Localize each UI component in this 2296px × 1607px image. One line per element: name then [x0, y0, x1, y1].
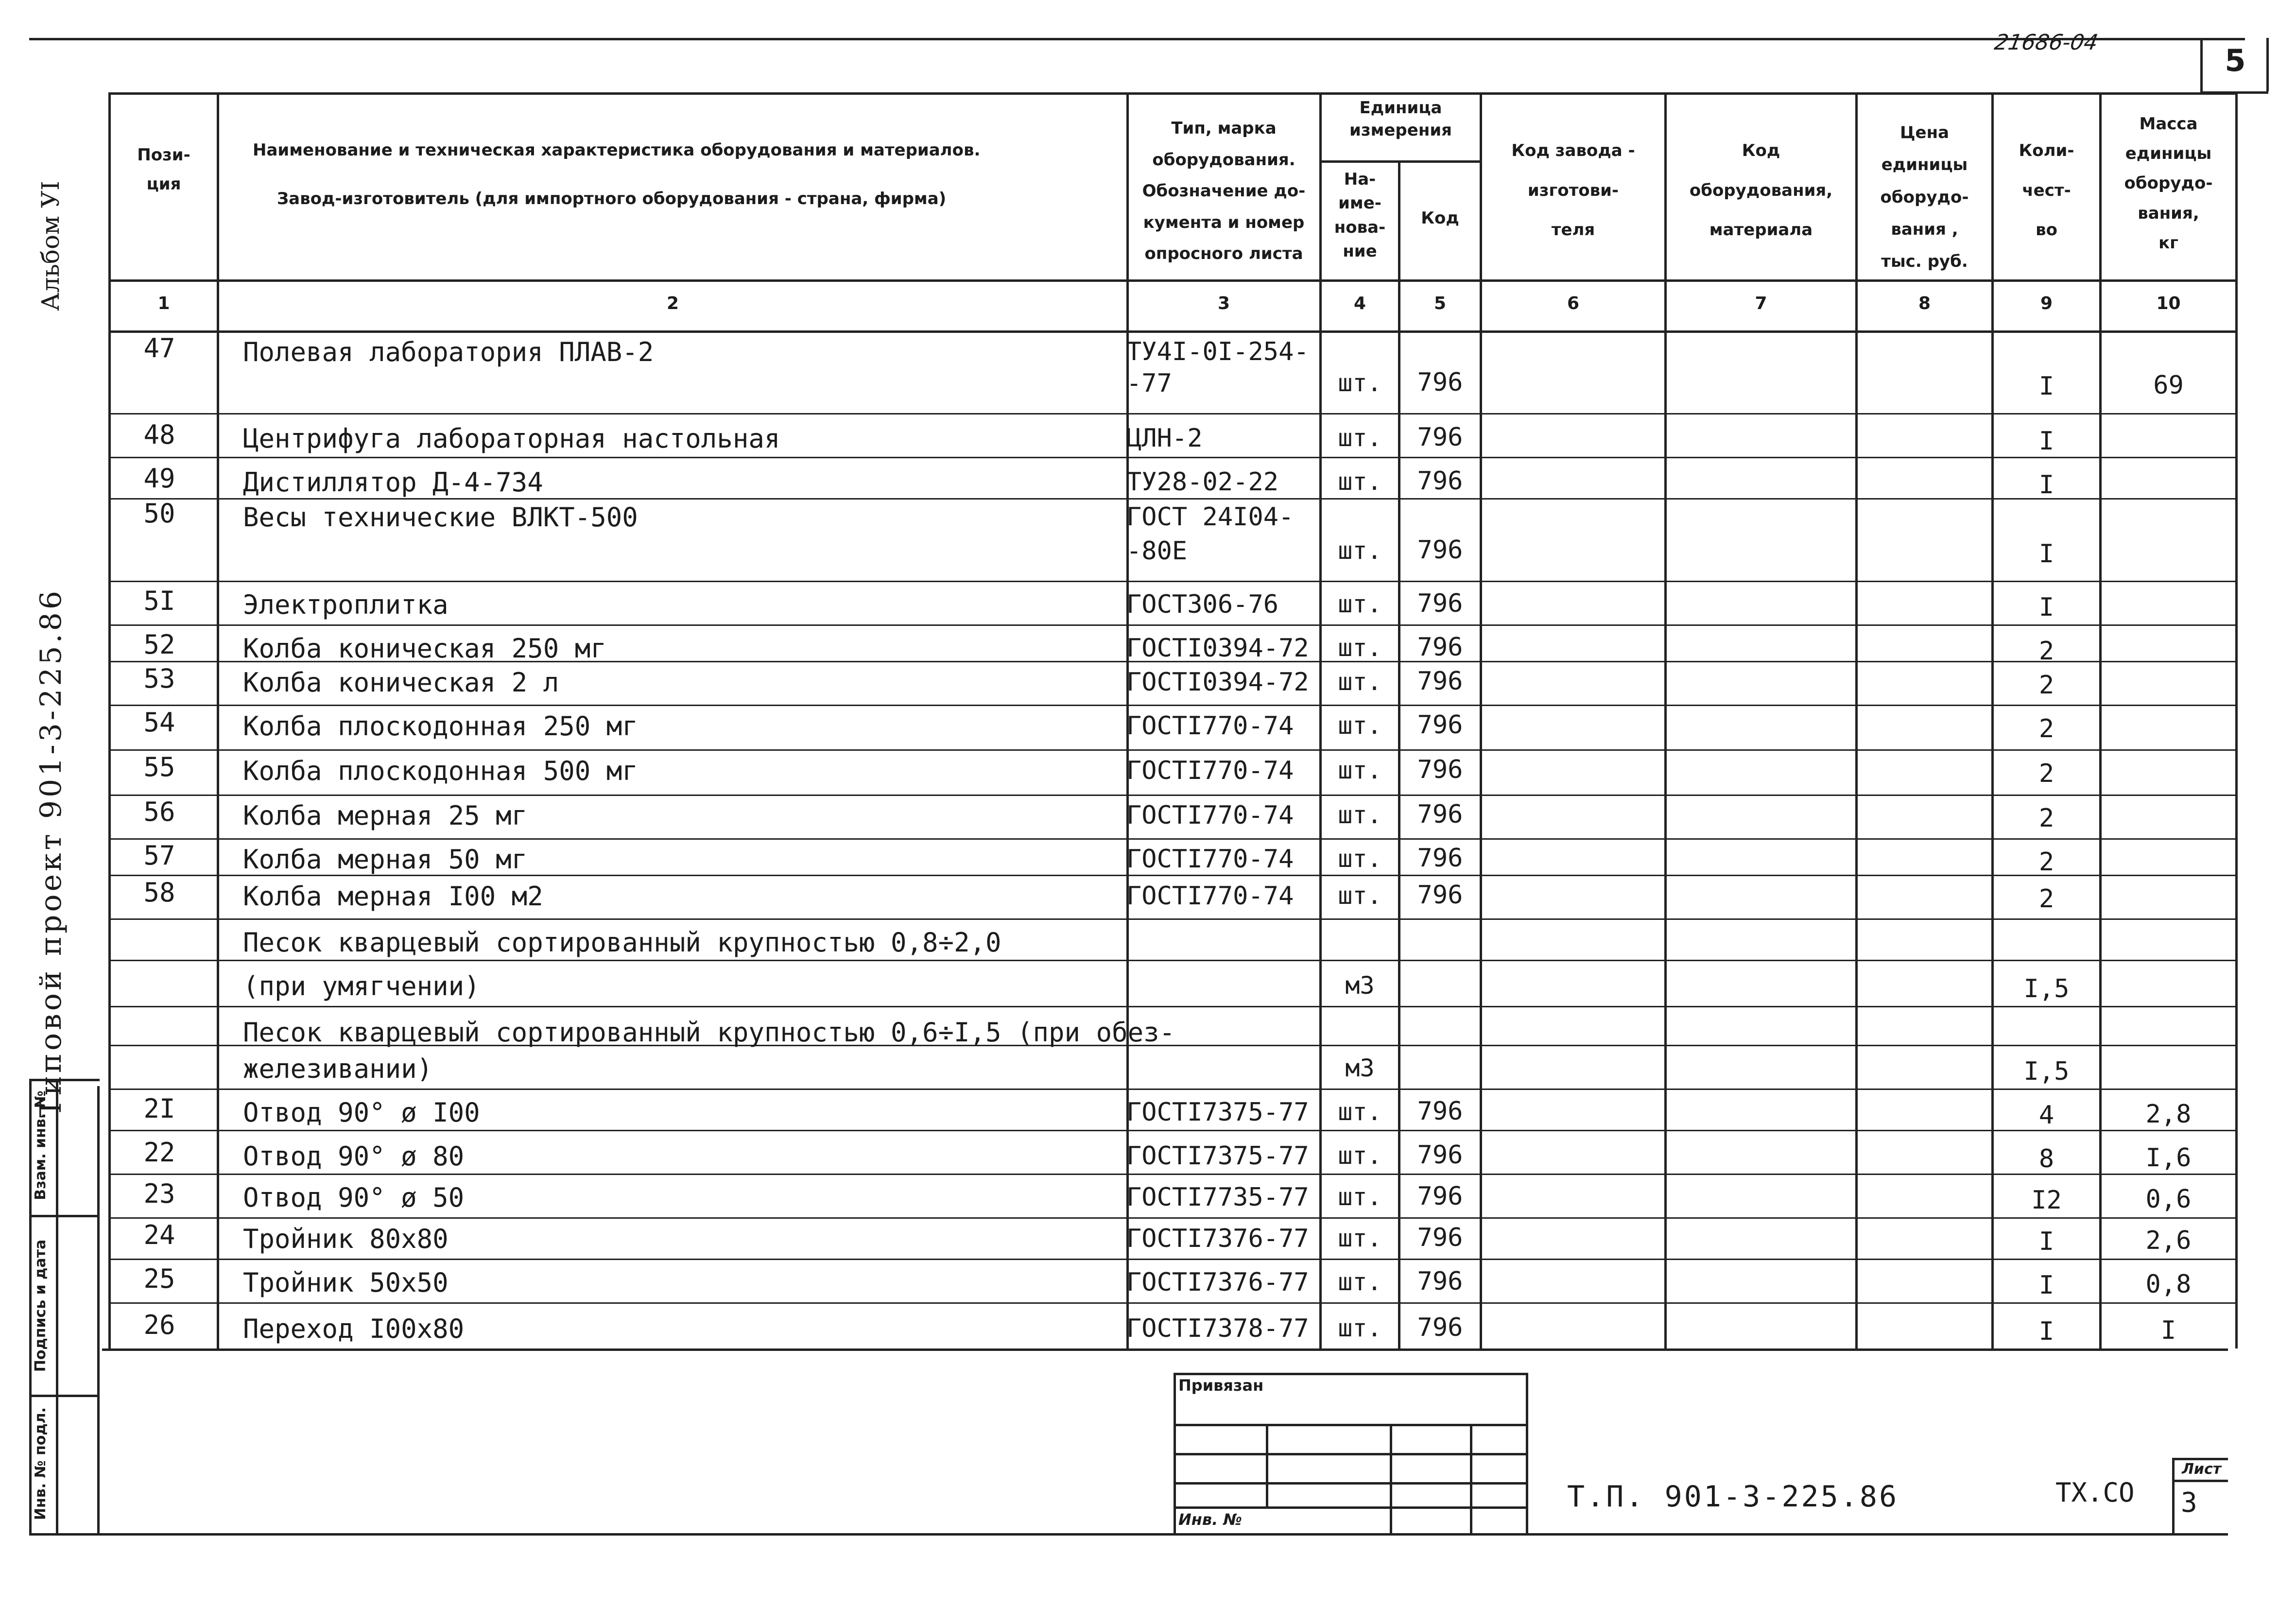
row-position: 22 — [143, 1137, 175, 1168]
row-position: 57 — [143, 840, 175, 871]
row-separator-20 — [108, 1302, 2237, 1304]
row-qty: 2 — [2038, 637, 2054, 666]
row-separator-11 — [108, 918, 2237, 920]
row-separator-18 — [108, 1217, 2237, 1219]
col-number-1: 1 — [157, 294, 170, 313]
row-position: 52 — [143, 629, 175, 660]
tb-vline-3 — [1470, 1424, 1472, 1533]
tb-top-line — [1174, 1373, 1528, 1375]
row-separator-2 — [108, 498, 2237, 500]
row-mass: I — [2160, 1316, 2176, 1345]
row-mass: 0,8 — [2145, 1270, 2192, 1299]
col-number-7: 7 — [1755, 294, 1767, 313]
row-position: 54 — [143, 707, 175, 738]
row-unit: шт. — [1338, 1141, 1382, 1170]
row-position: 49 — [143, 463, 175, 494]
page-number-box-right — [2266, 38, 2269, 91]
row-type: ГОСТI7735-77 — [1126, 1183, 1309, 1212]
row-type: ТУ28-02-22 — [1126, 467, 1279, 497]
tb-vline-2 — [1390, 1424, 1392, 1533]
row-name: Колба коническая 250 мг — [243, 633, 606, 664]
row-name: Колба плоскодонная 250 мг — [243, 711, 638, 742]
row-position: 48 — [143, 419, 175, 450]
row-qty: I2 — [2031, 1186, 2062, 1215]
sheet-label: Лист — [2182, 1461, 2222, 1478]
row-separator-9 — [108, 838, 2237, 840]
row-code: 796 — [1417, 710, 1463, 740]
header-col9: Коли- чест- во — [2019, 141, 2074, 240]
row-unit: шт. — [1338, 369, 1382, 397]
row-unit: шт. — [1338, 424, 1382, 452]
row-qty: 8 — [2038, 1144, 2054, 1174]
row-position: 25 — [143, 1263, 175, 1294]
row-code: 796 — [1417, 423, 1463, 452]
row-type: ГОСТI0394-72 — [1126, 634, 1309, 663]
page-bottom-line — [29, 1533, 2228, 1536]
row-separator-13 — [108, 1006, 2237, 1007]
row-code: 796 — [1417, 800, 1463, 829]
tb-sheet-box-top — [2172, 1458, 2228, 1460]
col-number-2: 2 — [666, 294, 679, 313]
header-col2-line2: Завод-изготовитель (для импортного оборудования - страна, фирма) — [277, 189, 947, 208]
row-separator-6 — [108, 705, 2237, 706]
col-number-4: 4 — [1353, 294, 1366, 313]
row-code: 796 — [1417, 881, 1463, 910]
header-col7: Код оборудования, материала — [1689, 141, 1833, 240]
tb-line-3 — [1174, 1482, 1528, 1485]
page-number-box-left — [2200, 38, 2203, 91]
header-col5: Код — [1421, 208, 1459, 228]
row-qty: I,5 — [2023, 974, 2070, 1003]
row-type: ГОСТI7375-77 — [1126, 1141, 1309, 1171]
row-unit: шт. — [1338, 1183, 1382, 1211]
row-name: (при умягчении) — [243, 971, 480, 1002]
row-unit: шт. — [1338, 711, 1382, 740]
col-line-5 — [1480, 92, 1482, 1348]
tb-sheet-box-mid — [2172, 1480, 2228, 1482]
row-code: 796 — [1417, 755, 1463, 784]
row-name: Колба мерная 25 мг — [243, 800, 528, 831]
page-number: 5 — [2225, 43, 2246, 78]
row-type: -80Е — [1126, 536, 1188, 566]
row-unit: шт. — [1338, 1314, 1382, 1342]
row-name: Песок кварцевый сортированный крупностью 0,8÷2,0 — [243, 927, 1001, 958]
row-code: 796 — [1417, 1313, 1463, 1342]
row-code: 796 — [1417, 536, 1463, 565]
col-number-9: 9 — [2040, 294, 2053, 313]
sheet-number: 3 — [2181, 1487, 2197, 1519]
row-separator-1 — [108, 457, 2237, 458]
inv-no-label: Инв. № — [1178, 1510, 1242, 1529]
row-mass: I,6 — [2145, 1143, 2192, 1173]
row-name: Весы технические ВЛКТ-500 — [243, 502, 638, 533]
row-unit: м3 — [1345, 971, 1375, 1000]
album-label: Альбом УI — [36, 181, 65, 311]
row-mass: 2,8 — [2145, 1100, 2192, 1129]
row-position: 2I — [143, 1093, 175, 1124]
row-mass: 2,6 — [2145, 1226, 2192, 1255]
tb-line-2 — [1174, 1453, 1528, 1455]
row-separator-19 — [108, 1259, 2237, 1260]
row-qty: 4 — [2038, 1101, 2054, 1130]
header-bottom-line — [108, 279, 2237, 282]
row-unit: шт. — [1338, 881, 1382, 910]
row-qty: 2 — [2038, 671, 2054, 700]
row-name: Отвод 90° ø 80 — [243, 1141, 465, 1172]
row-separator-8 — [108, 795, 2237, 796]
table-top-line — [108, 92, 2237, 95]
row-position: 50 — [143, 498, 175, 529]
row-code: 796 — [1417, 1182, 1463, 1211]
row-type: ГОСТ 24I04- — [1126, 502, 1294, 532]
row-qty: I — [2038, 427, 2054, 456]
header-col2-line1: Наименование и техническая характеристика оборудования и материалов. — [253, 140, 981, 160]
row-separator-10 — [108, 875, 2237, 876]
row-name: Отвод 90° ø 50 — [243, 1182, 465, 1213]
row-type: ГОСТI770-74 — [1126, 801, 1294, 830]
row-unit: шт. — [1338, 590, 1382, 618]
row-position: 55 — [143, 752, 175, 782]
row-type: ГОСТI7378-77 — [1126, 1314, 1309, 1343]
header-col4: На- име- нова- ние — [1334, 170, 1386, 261]
tb-sheet-box-left — [2172, 1458, 2175, 1533]
col-number-3: 3 — [1217, 294, 1230, 313]
row-position: 23 — [143, 1178, 175, 1209]
col-line-6 — [1664, 92, 1667, 1348]
header-col6: Код завода - изготови- теля — [1511, 141, 1635, 240]
row-qty: I — [2038, 539, 2054, 569]
row-name: Тройник 50х50 — [243, 1267, 449, 1298]
row-position: 56 — [143, 796, 175, 827]
row-separator-0 — [108, 413, 2237, 415]
row-separator-17 — [108, 1174, 2237, 1175]
archive-number: 21686-04 — [1992, 30, 2100, 55]
row-type: ГОСТI7375-77 — [1126, 1098, 1309, 1127]
row-qty: I — [2038, 372, 2054, 401]
tb-line-4 — [1174, 1506, 1528, 1509]
row-code: 796 — [1417, 589, 1463, 618]
row-unit: шт. — [1338, 1098, 1382, 1126]
header-col8: Цена единицы оборудо- вания , тыс. руб. — [1880, 123, 1969, 272]
row-code: 796 — [1417, 1140, 1463, 1170]
tb-line-1 — [1174, 1424, 1528, 1426]
left-frame-line — [97, 1086, 100, 1533]
col-number-5: 5 — [1433, 294, 1447, 313]
row-separator-7 — [108, 749, 2237, 751]
row-qty: I — [2038, 1227, 2054, 1256]
row-code: 796 — [1417, 1223, 1463, 1252]
row-name: Тройник 80х80 — [243, 1224, 449, 1254]
table-bottom-line — [102, 1348, 2228, 1351]
stamp-field-inv: Инв. № подл. — [32, 1407, 49, 1521]
row-position: 5I — [143, 586, 175, 616]
header-unit-group: Единица измерения — [1349, 98, 1452, 140]
row-position: 26 — [143, 1310, 175, 1340]
row-unit: шт. — [1338, 634, 1382, 662]
row-type: ГОСТI7376-77 — [1126, 1224, 1309, 1253]
row-name: Колба плоскодонная 500 мг — [243, 756, 638, 786]
col-line-1 — [217, 92, 219, 1348]
stamp-field-signature: Подпись и дата — [32, 1239, 49, 1372]
row-name: Колба коническая 2 л — [243, 667, 559, 698]
row-type: -77 — [1126, 369, 1172, 398]
row-position: 47 — [143, 333, 175, 363]
tb-vline-0 — [1174, 1373, 1176, 1533]
header-col3: Тип, марка оборудования. Обозначение до- кумента и номер опросного листа — [1142, 119, 1306, 264]
row-qty: 2 — [2038, 804, 2054, 833]
col-number-6: 6 — [1567, 294, 1580, 313]
row-unit: шт. — [1338, 668, 1382, 696]
row-position: 53 — [143, 663, 175, 694]
row-code: 796 — [1417, 467, 1463, 496]
row-unit: шт. — [1338, 1224, 1382, 1252]
row-name: Колба мерная 50 мг — [243, 844, 528, 875]
row-qty: 2 — [2038, 847, 2054, 877]
col-number-8: 8 — [1918, 294, 1931, 313]
stamp-outer-line — [29, 1079, 32, 1533]
row-unit: шт. — [1338, 1268, 1382, 1296]
row-type: ГОСТI770-74 — [1126, 756, 1294, 785]
numbers-row-bottom-line — [108, 330, 2237, 333]
header-col10: Масса единицы оборудо- вания, кг — [2124, 114, 2213, 253]
row-name: Электроплитка — [243, 589, 449, 620]
col-line-7 — [1855, 92, 1858, 1348]
row-unit: шт. — [1338, 467, 1382, 496]
col-line-10 — [2235, 92, 2238, 1348]
designation-text: Т.П. 901-3-225.86 — [1567, 1480, 1899, 1514]
row-code: 796 — [1417, 368, 1463, 397]
row-code: 796 — [1417, 1097, 1463, 1126]
row-qty: I — [2038, 470, 2054, 500]
row-qty: I,5 — [2023, 1057, 2070, 1086]
row-name: Отвод 90° ø I00 — [243, 1097, 480, 1128]
row-name: Песок кварцевый сортированный крупностью 0,6÷I,5 (при обез- — [243, 1017, 1175, 1048]
row-name: железивании) — [243, 1054, 433, 1084]
row-unit: шт. — [1338, 536, 1382, 565]
row-name: Дистиллятор Д-4-734 — [243, 467, 543, 498]
row-name: Полевая лаборатория ПЛАВ-2 — [243, 337, 654, 367]
top-border-line — [29, 38, 2245, 40]
row-separator-16 — [108, 1130, 2237, 1131]
privyazan-label: Привязан — [1178, 1376, 1264, 1395]
document-code: ТХ.СО — [2055, 1477, 2135, 1508]
project-label: Типовой проект 901-3-225.86 — [34, 588, 68, 1118]
row-unit: шт. — [1338, 756, 1382, 784]
row-mass: 69 — [2153, 371, 2184, 400]
col-number-10: 10 — [2156, 294, 2181, 313]
tb-vline-4 — [1526, 1373, 1528, 1533]
row-qty: I — [2038, 1271, 2054, 1300]
row-qty: 2 — [2038, 714, 2054, 743]
row-mass: 0,6 — [2145, 1185, 2192, 1214]
row-separator-12 — [108, 960, 2237, 961]
row-qty: 2 — [2038, 759, 2054, 788]
row-qty: I — [2038, 593, 2054, 622]
row-position: 58 — [143, 877, 175, 908]
stamp-field-replaces: Взам. инв. № — [32, 1090, 49, 1200]
row-type: ГОСТI770-74 — [1126, 881, 1294, 911]
row-separator-4 — [108, 624, 2237, 626]
row-unit: м3 — [1345, 1054, 1375, 1082]
row-separator-3 — [108, 581, 2237, 582]
row-code: 796 — [1417, 667, 1463, 696]
tb-vline-1 — [1266, 1424, 1268, 1506]
row-position: 24 — [143, 1220, 175, 1250]
row-qty: I — [2038, 1317, 2054, 1346]
row-type: ТУ4I-0I-254- — [1126, 337, 1309, 366]
col-line-4 — [1398, 160, 1400, 1348]
header-col1: Пози- ция — [137, 145, 190, 194]
row-type: ГОСТI770-74 — [1126, 711, 1294, 741]
row-type: ЦЛН-2 — [1126, 424, 1203, 453]
row-name: Колба мерная I00 м2 — [243, 881, 543, 912]
row-separator-15 — [108, 1089, 2237, 1090]
row-name: Переход I00х80 — [243, 1313, 465, 1344]
row-code: 796 — [1417, 1267, 1463, 1296]
row-unit: шт. — [1338, 801, 1382, 829]
row-code: 796 — [1417, 633, 1463, 662]
row-code: 796 — [1417, 844, 1463, 873]
row-qty: 2 — [2038, 884, 2054, 914]
row-type: ГОСТI770-74 — [1126, 845, 1294, 874]
row-unit: шт. — [1338, 845, 1382, 873]
row-type: ГОСТI7376-77 — [1126, 1268, 1309, 1297]
row-name: Центрифуга лабораторная настольная — [243, 423, 780, 454]
row-type: ГОСТI0394-72 — [1126, 668, 1309, 697]
row-type: ГОСТ306-76 — [1126, 590, 1279, 619]
